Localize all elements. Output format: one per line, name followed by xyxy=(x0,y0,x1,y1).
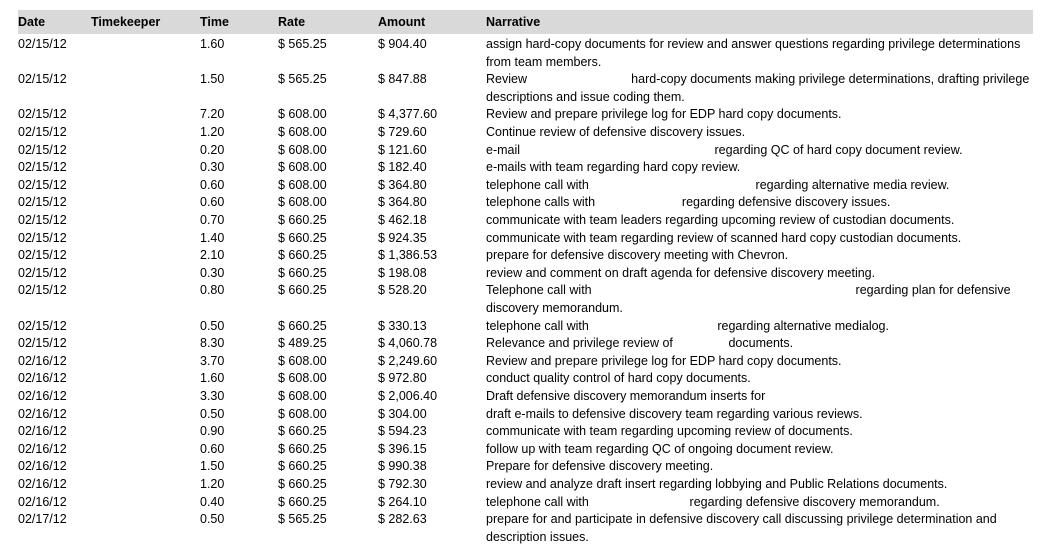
cell-time: 1.20 xyxy=(200,477,225,491)
cell-rate: $ 608.00 xyxy=(278,142,327,157)
cell-time: 0.30 xyxy=(200,160,225,175)
cell-time: 0.30 xyxy=(200,265,225,280)
cell-time: 0.80 xyxy=(200,283,225,298)
cell-amount: $ 4,377.60 xyxy=(378,107,438,122)
cell-narrative: assign hard-copy documents for review and answer questions regarding privilege determinations from team members. xyxy=(486,37,1024,69)
cell-date: 02/16/12 xyxy=(18,371,67,386)
cell-amount: $ 264.10 xyxy=(378,494,427,509)
cell-narrative: telephone call with regarding defensive discovery memorandum. xyxy=(486,494,940,509)
cell-date: 02/15/12 xyxy=(18,177,67,192)
cell-date: 02/15/12 xyxy=(18,72,67,87)
cell-time: 1.50 xyxy=(200,459,225,474)
cell-date: 02/17/12 xyxy=(18,512,67,527)
cell-date: 02/15/12 xyxy=(18,248,67,263)
cell-date: 02/16/12 xyxy=(18,477,67,491)
cell-amount: $ 330.13 xyxy=(378,318,427,333)
cell-narrative: Draft defensive discovery memorandum inserts for xyxy=(486,389,766,403)
cell-time: 1.60 xyxy=(200,37,225,51)
cell-time: 0.20 xyxy=(200,142,225,157)
header-narrative: Narrative xyxy=(486,15,541,29)
cell-date: 02/15/12 xyxy=(18,125,67,139)
cell-date: 02/16/12 xyxy=(18,389,67,403)
cell-narrative: follow up with team regarding QC of ongoing document review. xyxy=(486,441,834,456)
cell-amount: $ 729.60 xyxy=(378,125,427,139)
cell-rate: $ 608.00 xyxy=(278,353,327,368)
cell-date: 02/15/12 xyxy=(18,195,67,210)
cell-narrative: Relevance and privilege review of documents. xyxy=(486,336,794,351)
cell-time: 0.90 xyxy=(200,424,225,439)
cell-amount: $ 924.35 xyxy=(378,230,427,245)
cell-rate: $ 660.25 xyxy=(278,248,327,263)
table-header xyxy=(18,10,1033,34)
cell-narrative: communicate with team regarding review of scanned hard copy custodian documents. xyxy=(486,230,962,245)
cell-date: 02/16/12 xyxy=(18,406,67,421)
cell-date: 02/16/12 xyxy=(18,459,67,474)
cell-amount: $ 364.80 xyxy=(378,177,427,192)
cell-date: 02/16/12 xyxy=(18,353,67,368)
cell-time: 2.10 xyxy=(200,248,225,263)
cell-time: 1.50 xyxy=(200,72,225,87)
cell-narrative: draft e-mails to defensive discovery team regarding various reviews. xyxy=(486,406,863,421)
cell-narrative: telephone call with regarding alternative medialog. xyxy=(486,318,889,333)
cell-narrative: communicate with team regarding upcoming review of documents. xyxy=(486,424,853,439)
cell-narrative: Review hard-copy documents making privilege determinations, drafting privilege descriptions and issue coding them. xyxy=(486,72,1033,104)
cell-time: 0.60 xyxy=(200,441,225,456)
cell-amount: $ 2,006.40 xyxy=(378,389,438,403)
cell-narrative: Review and prepare privilege log for EDP hard copy documents. xyxy=(486,353,842,368)
cell-rate: $ 660.25 xyxy=(278,459,327,474)
cell-amount: $ 4,060.78 xyxy=(378,336,438,351)
cell-amount: $ 121.60 xyxy=(378,142,427,157)
cell-rate: $ 660.25 xyxy=(278,265,327,280)
cell-time: 0.50 xyxy=(200,512,225,527)
cell-narrative: telephone calls with regarding defensive discovery issues. xyxy=(486,195,891,210)
cell-rate: $ 608.00 xyxy=(278,125,327,139)
cell-rate: $ 608.00 xyxy=(278,195,327,210)
cell-amount: $ 304.00 xyxy=(378,406,427,421)
cell-date: 02/16/12 xyxy=(18,424,67,439)
cell-time: 0.50 xyxy=(200,318,225,333)
cell-date: 02/15/12 xyxy=(18,318,67,333)
cell-rate: $ 608.00 xyxy=(278,107,327,122)
cell-amount: $ 990.38 xyxy=(378,459,427,474)
cell-narrative: review and comment on draft agenda for defensive discovery meeting. xyxy=(486,265,876,280)
cell-rate: $ 660.25 xyxy=(278,230,327,245)
cell-narrative: conduct quality control of hard copy documents. xyxy=(486,371,751,386)
cell-amount: $ 528.20 xyxy=(378,283,427,298)
cell-date: 02/15/12 xyxy=(18,265,67,280)
cell-time: 8.30 xyxy=(200,336,225,351)
cell-amount: $ 594.23 xyxy=(378,424,427,439)
cell-narrative: prepare for defensive discovery meeting with Chevron. xyxy=(486,248,789,263)
cell-rate: $ 660.25 xyxy=(278,318,327,333)
cell-date: 02/15/12 xyxy=(18,283,67,298)
cell-date: 02/15/12 xyxy=(18,230,67,245)
cell-amount: $ 282.63 xyxy=(378,512,427,527)
cell-narrative: Continue review of defensive discovery issues. xyxy=(486,125,746,139)
cell-amount: $ 2,249.60 xyxy=(378,353,438,368)
cell-narrative: e-mails with team regarding hard copy review. xyxy=(486,160,741,175)
cell-amount: $ 396.15 xyxy=(378,441,427,456)
cell-time: 1.40 xyxy=(200,230,225,245)
cell-date: 02/15/12 xyxy=(18,142,67,157)
header-rate: Rate xyxy=(278,15,306,29)
cell-date: 02/15/12 xyxy=(18,336,67,351)
cell-rate: $ 565.25 xyxy=(278,72,327,87)
cell-narrative: Prepare for defensive discovery meeting. xyxy=(486,459,714,474)
cell-amount: $ 792.30 xyxy=(378,477,427,491)
cell-time: 1.60 xyxy=(200,371,225,386)
cell-narrative: review and analyze draft insert regarding lobbying and Public Relations documents. xyxy=(486,477,948,491)
cell-rate: $ 608.00 xyxy=(278,177,327,192)
cell-narrative: telephone call with regarding alternative media review. xyxy=(486,177,950,192)
cell-narrative: e-mail regarding QC of hard copy document review. xyxy=(486,142,963,157)
cell-amount: $ 364.80 xyxy=(378,195,427,210)
cell-amount: $ 182.40 xyxy=(378,160,427,175)
cell-amount: $ 847.88 xyxy=(378,72,427,87)
cell-date: 02/15/12 xyxy=(18,37,67,51)
cell-date: 02/15/12 xyxy=(18,213,67,227)
cell-rate: $ 608.00 xyxy=(278,389,327,403)
cell-rate: $ 565.25 xyxy=(278,37,327,51)
cell-narrative: prepare for and participate in defensive discovery call discussing privilege determination and description issues. xyxy=(486,512,1001,544)
cell-time: 7.20 xyxy=(200,107,225,122)
cell-date: 02/15/12 xyxy=(18,107,67,122)
cell-rate: $ 608.00 xyxy=(278,406,327,421)
cell-rate: $ 660.25 xyxy=(278,477,327,491)
cell-time: 3.70 xyxy=(200,353,225,368)
cell-time: 3.30 xyxy=(200,389,225,403)
cell-rate: $ 565.25 xyxy=(278,512,327,527)
cell-rate: $ 489.25 xyxy=(278,336,327,351)
cell-rate: $ 660.25 xyxy=(278,213,327,227)
cell-date: 02/16/12 xyxy=(18,494,67,509)
cell-time: 0.60 xyxy=(200,195,225,210)
cell-amount: $ 972.80 xyxy=(378,371,427,386)
header-timekeeper: Timekeeper xyxy=(91,15,161,29)
cell-time: 1.20 xyxy=(200,125,225,139)
cell-amount: $ 198.08 xyxy=(378,265,427,280)
cell-amount: $ 462.18 xyxy=(378,213,427,227)
cell-date: 02/15/12 xyxy=(18,160,67,175)
cell-narrative: Telephone call with regarding plan for defensive discovery memorandum. xyxy=(486,283,1015,315)
cell-time: 0.50 xyxy=(200,406,225,421)
cell-rate: $ 660.25 xyxy=(278,441,327,456)
cell-amount: $ 1,386.53 xyxy=(378,248,438,263)
header-amount: Amount xyxy=(378,15,426,29)
cell-rate: $ 660.25 xyxy=(278,494,327,509)
cell-time: 0.60 xyxy=(200,177,225,192)
cell-narrative: communicate with team leaders regarding upcoming review of custodian documents. xyxy=(486,213,955,227)
cell-rate: $ 608.00 xyxy=(278,160,327,175)
header-time: Time xyxy=(200,15,229,29)
cell-rate: $ 660.25 xyxy=(278,283,327,298)
cell-rate: $ 660.25 xyxy=(278,424,327,439)
cell-narrative: Review and prepare privilege log for EDP hard copy documents. xyxy=(486,107,842,122)
header-date: Date xyxy=(18,15,46,29)
cell-time: 0.40 xyxy=(200,494,225,509)
cell-rate: $ 608.00 xyxy=(278,371,327,386)
cell-time: 0.70 xyxy=(200,213,225,227)
cell-amount: $ 904.40 xyxy=(378,37,427,51)
cell-date: 02/16/12 xyxy=(18,441,67,456)
